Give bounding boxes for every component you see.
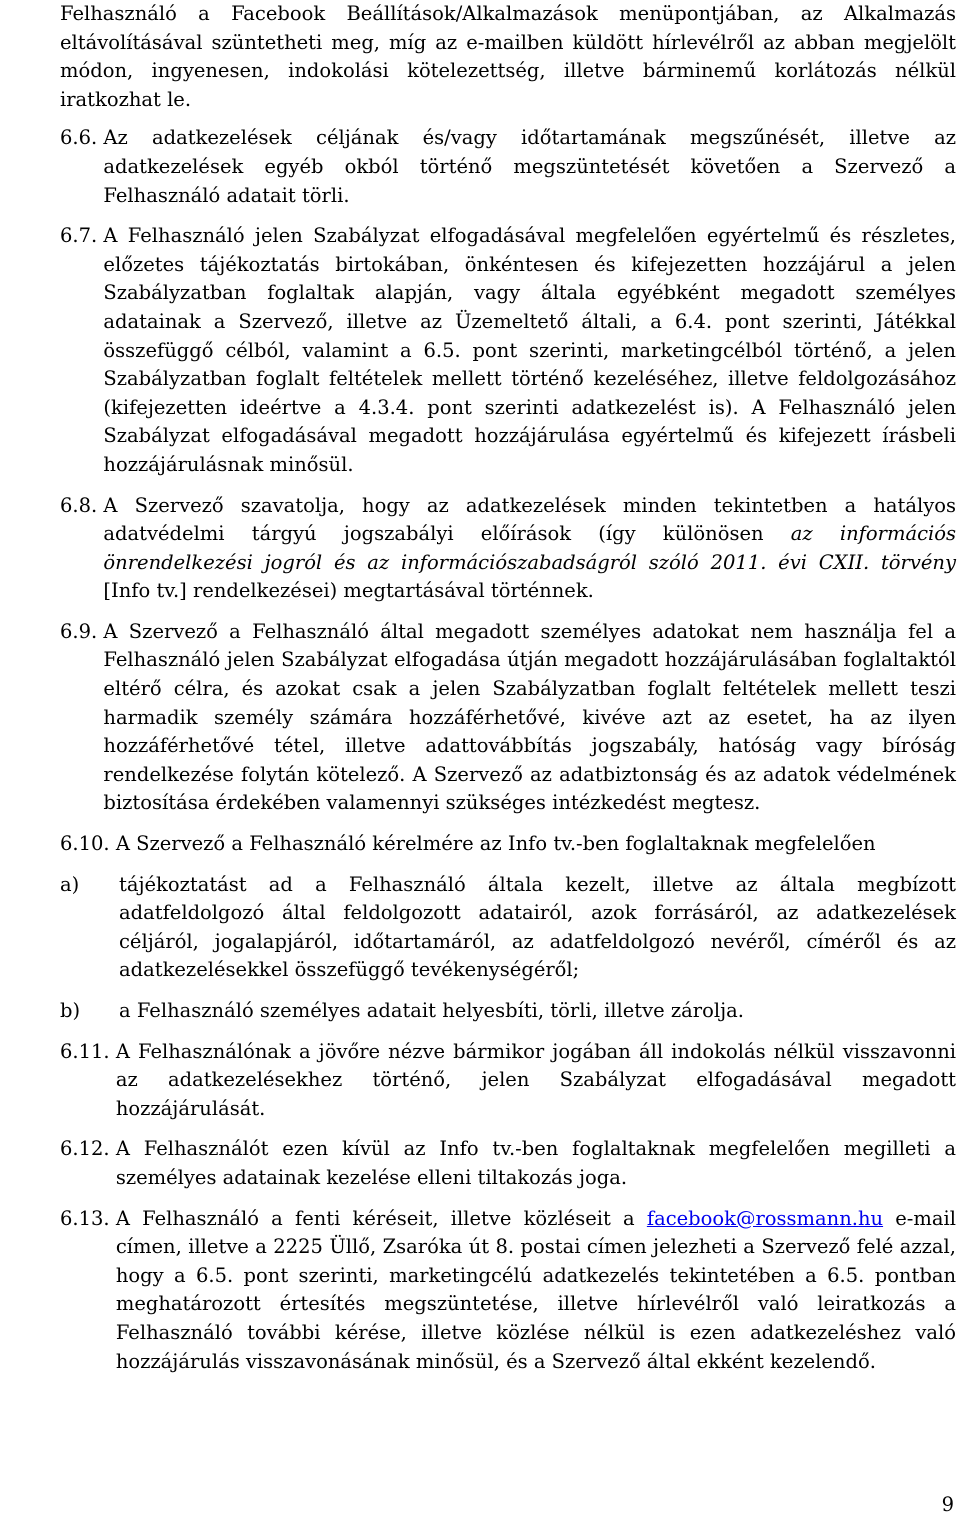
section-text-start: A Szervező szavatolja, hogy az adatkezelések minden tekintetben a hatályos adatvédelmi tárgyú jogszabályi előírások (így különösen: [103, 493, 956, 546]
law-title: az információs önrendelkezési jogról és az információszabadságról szóló 2011. évi CXII. törvény: [103, 522, 956, 574]
section-6-13: [60, 1205, 956, 1377]
section-text: Az adatkezelések céljának és/vagy időtartamának megszűnését, illetve az adatkezelések egyéb okból történő megszüntetését követően a Szervező a Felhasználó adatait törli.: [103, 126, 956, 207]
section-6-6: [60, 124, 956, 210]
email-link[interactable]: facebook@rossmann.hu: [646, 1206, 884, 1230]
document-page: [60, 0, 956, 1376]
section-number: 6.11.: [60, 1039, 110, 1063]
list-item-text: tájékoztatást ad a Felhasználó általa kezelt, illetve az általa megbízott adatfeldolgozó által feldolgozott adatairól, azok forrásáról, az adatkezelések céljáról, jogalapjáról, időtartamáról, az adatfeldolgozó nevéről, címéről és az adatkezelésekkel összefüggő tevékenységéről;: [119, 872, 956, 982]
section-text: A Szervező a Felhasználó kérelmére az Info tv.-ben foglaltaknak megfelelően: [115, 832, 876, 856]
section-6-12: [60, 1135, 956, 1192]
page-number: 9: [941, 1493, 954, 1516]
list-letter: a): [60, 872, 80, 896]
section-text-end: e-mail címen, illetve a 2225 Üllő, Zsaróka út 8. postai címen jelezheti a Szervező felé azzal, hogy a 6.5. pont szerinti, marketingcélú adatkezelés tekintetében a 6.5. pontban meghatározott értesítés megszüntetése, illetve hírlevélről való leiratkozás a Felhasználó további kérése, illetve közlése nélkül is ezen adatkezeléshez való hozzájárulás visszavonásának minősül, és a Szervező által ekként kezelendő.: [115, 1206, 956, 1373]
list-letter: b): [60, 999, 81, 1022]
section-text: A Szervező a Felhasználó által megadott személyes adatokat nem használja fel a Felhasználó jelen Szabályzat elfogadása útján megadott hozzájárulásában foglaltaktól eltérő célra, és azokat csak a jelen Szabályzatban foglalt feltételek mellett teszi harmadik személy számára hozzáférhetővé, kivéve azt az esetet, ha az ilyen hozzáférhetővé tétel, illetve adattovábbítás jogszabály, hatóság vagy bíróság rendelkezése folytán kötelező. A Szervező az adatbiztonság és az adatok védelmének biztosítása érdekében valamennyi szükséges intézkedést megtesz.: [103, 619, 956, 815]
section-text: [116, 1205, 956, 1377]
list-item-text: a Felhasználó személyes adatait helyesbíti, törli, illetve zárolja.: [119, 999, 744, 1022]
section-number: 6.12.: [60, 1137, 110, 1161]
section-number: 6.6.: [60, 126, 98, 150]
section-number: 6.9.: [60, 619, 98, 643]
section-6-8: [60, 492, 956, 606]
section-number: 6.8.: [60, 493, 98, 517]
section-6-7: [60, 222, 956, 479]
intro-paragraph: Felhasználó a Facebook Beállítások/Alkalmazások menüpontjában, az Alkalmazás eltávolításával szüntetheti meg, míg az e-mailben küldött hírlevélről az abban megjelölt módon, ingyenesen, indokolási kötelezettség, illetve bárminemű korlátozás nélkül iratkozhat le.: [60, 2, 956, 111]
section-text-end: [Info tv.] rendelkezései) megtartásával történnek.: [103, 579, 594, 603]
list-item-b: [60, 997, 956, 1026]
section-number: 6.7.: [60, 224, 98, 248]
section-text: A Felhasználó jelen Szabályzat elfogadásával megfelelően egyértelmű és részletes, előzetes tájékoztatás birtokában, önkéntesen és kifejezetten hozzájárul a jelen Szabályzatban foglaltak alapján, vagy általa egyébként megadott személyes adatainak a Szervező, illetve az Üzemeltető általi, a 6.4. pont szerinti, Játékkal összefüggő célból, valamint a 6.5. pont szerinti, marketingcélból történő, a jelen Szabályzatban foglalt feltételek mellett történő kezeléséhez, illetve feldolgozásához (kifejezetten ideértve a 4.3.4. pont szerinti adatkezelést is). A Felhasználó jelen Szabályzat elfogadásával megadott hozzájárulása egyértelmű és kifejezett írásbeli hozzájárulásnak minősül.: [103, 224, 956, 476]
section-text: A Felhasználónak a jövőre nézve bármikor jogában áll indokolás nélkül visszavonni az adatkezelésekhez történő, jelen Szabályzat elfogadásával megadott hozzájárulását.: [115, 1039, 956, 1120]
section-text: A Felhasználót ezen kívül az Info tv.-ben foglaltaknak megfelelően megilleti a személyes adatainak kezelése elleni tiltakozás joga.: [115, 1137, 956, 1189]
section-text-start: A Felhasználó a fenti kéréseit, illetve közléseit a: [115, 1206, 647, 1230]
section-6-9: [60, 618, 956, 818]
section-6-10: [60, 830, 956, 859]
section-number: 6.10.: [60, 832, 110, 856]
section-6-11: [60, 1038, 956, 1124]
section-number: 6.13.: [60, 1206, 110, 1230]
section-text: [103, 492, 956, 606]
list-item-a: [60, 871, 956, 985]
